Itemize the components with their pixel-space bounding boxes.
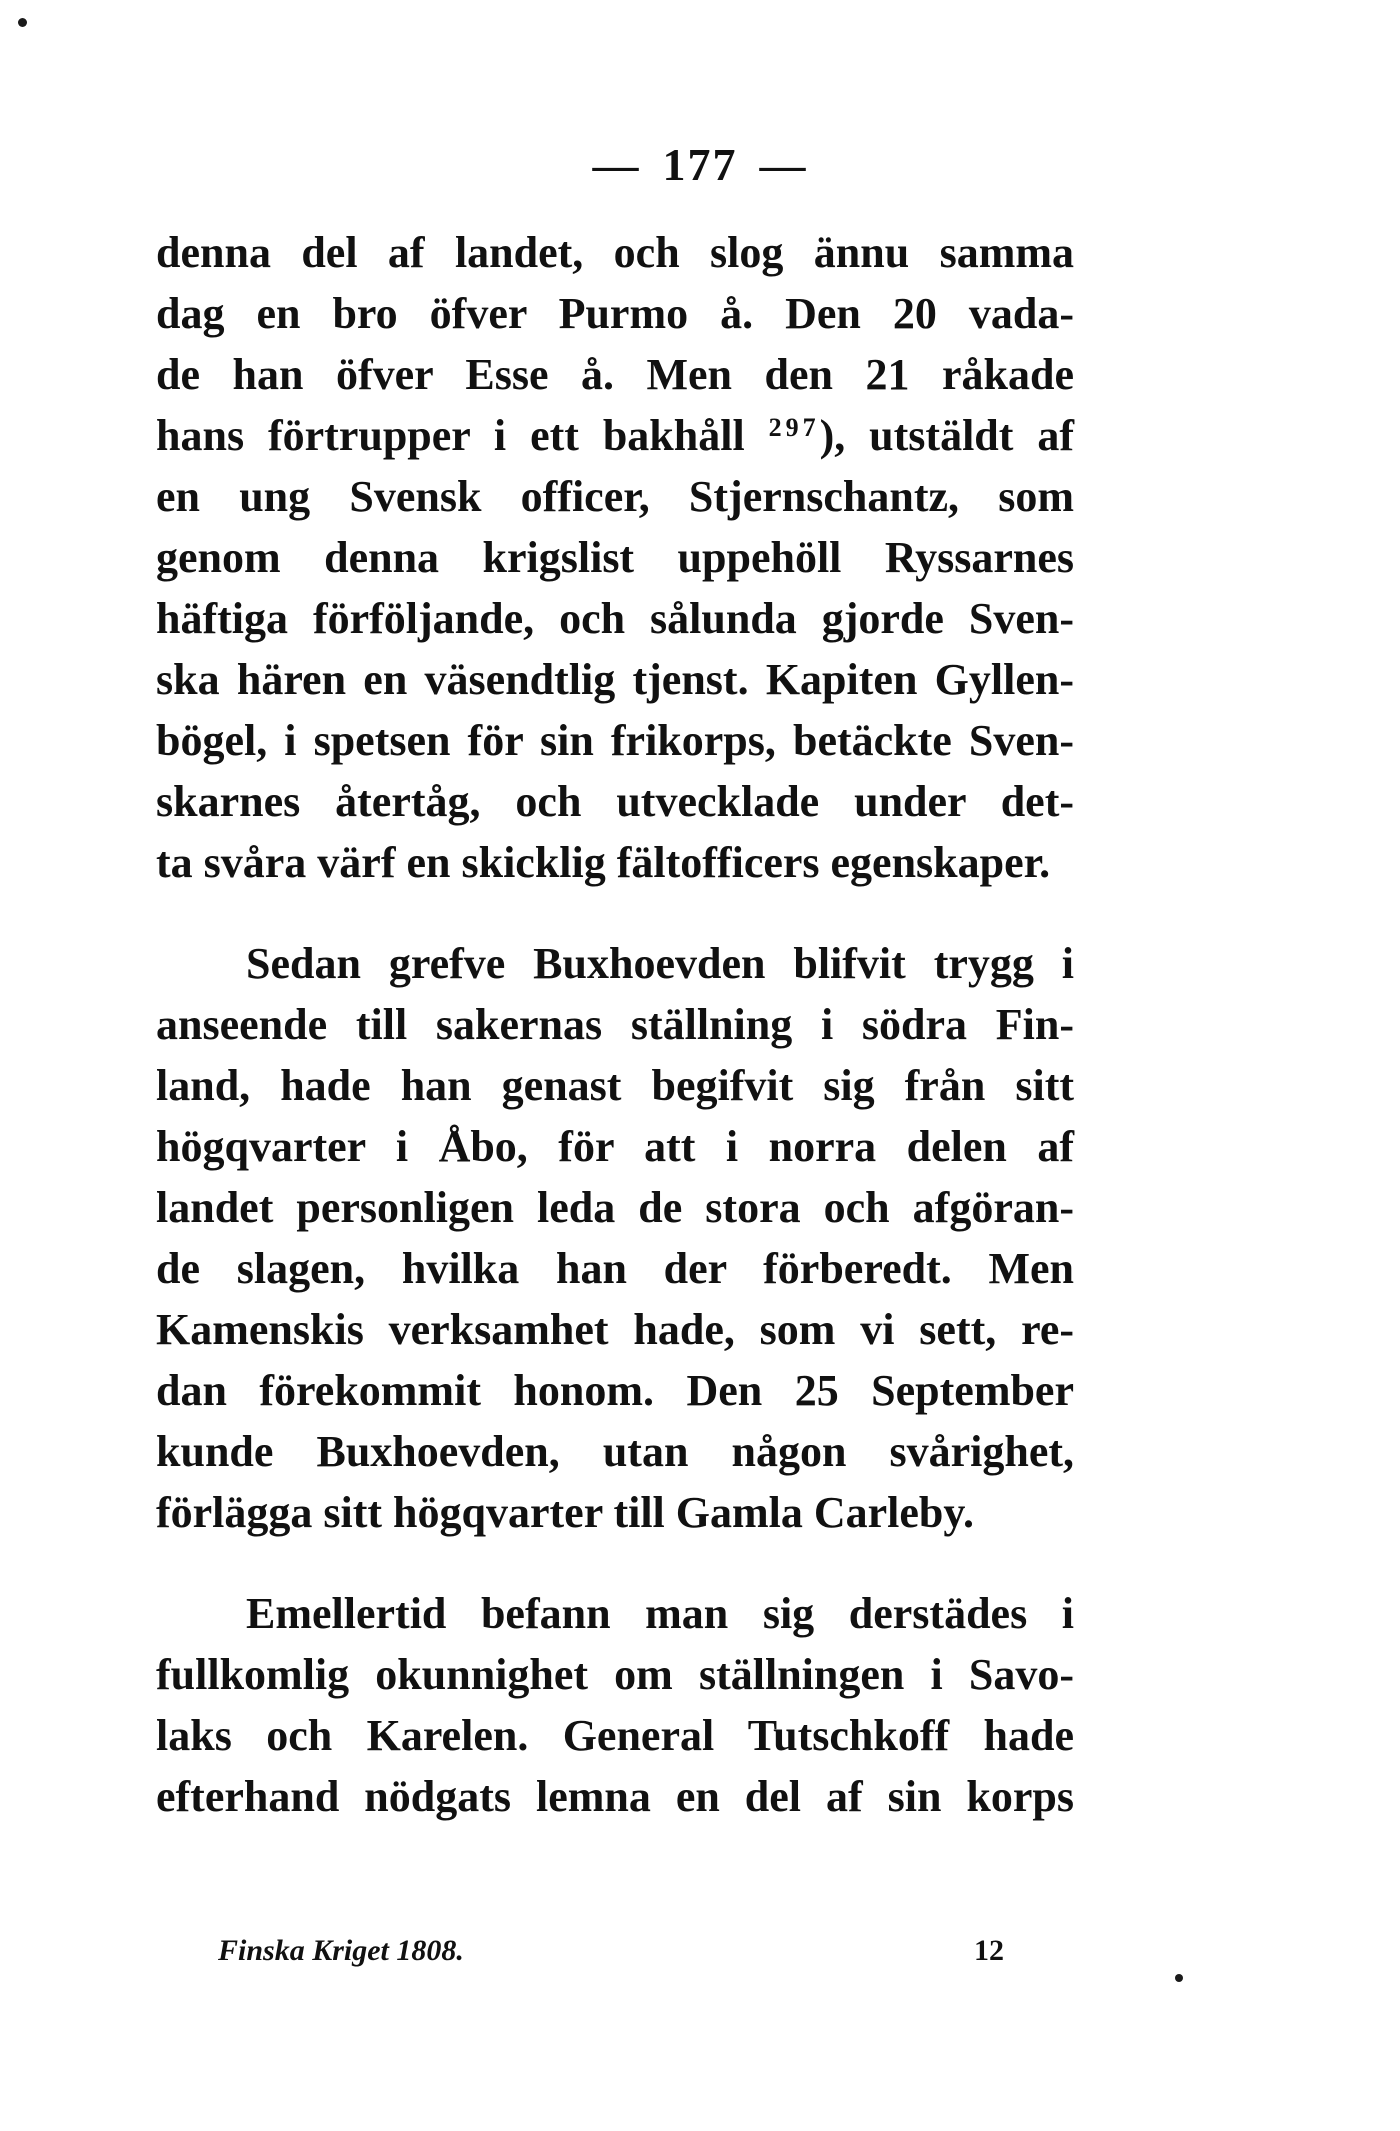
paragraph — [156, 222, 1074, 893]
header-dash-right: — — [759, 139, 808, 190]
text-line: de han öfver Esse å. Men den 21 råkade — [156, 350, 1074, 399]
text-line: fullkomlig okunnighet om ställningen i Savo- — [156, 1650, 1074, 1699]
text-line: de slagen, hvilka han der förberedt. Men — [156, 1244, 1074, 1293]
footnote-reference: 297 — [768, 413, 820, 442]
text-line: land, hade han genast begifvit sig från sitt — [156, 1061, 1074, 1110]
page-number: 177 — [662, 139, 738, 190]
text-line: Kamenskis verksamhet hade, som vi sett, re- — [156, 1305, 1074, 1354]
paragraph — [156, 933, 1074, 1543]
body-text — [156, 222, 1074, 1827]
text-line: kunde Buxhoevden, utan någon svårighet, — [156, 1427, 1074, 1476]
text-line: skarnes återtåg, och utvecklade under det- — [156, 777, 1074, 826]
text-line: Emellertid befann man sig derstädes i — [246, 1589, 1074, 1638]
ink-speck — [18, 18, 27, 27]
paragraph-gap — [156, 1543, 1074, 1583]
text-line: ska hären en väsendtlig tjenst. Kapiten Gyllen- — [156, 655, 1074, 704]
text-line-with-footnote — [156, 405, 1074, 466]
text-line: dan förekommit honom. Den 25 September — [156, 1366, 1074, 1415]
paragraph-gap — [156, 893, 1074, 933]
text-line: efterhand nödgats lemna en del af sin korps — [156, 1772, 1074, 1821]
text-segment: ), utstäldt af — [819, 411, 1074, 460]
text-segment: hans förtrupper i ett bakhåll — [156, 411, 745, 460]
text-line: ta svåra värf en skicklig fältofficers egenskaper. — [156, 838, 1051, 887]
text-line: dag en bro öfver Purmo å. Den 20 vada- — [156, 289, 1074, 338]
text-line: laks och Karelen. General Tutschkoff hade — [156, 1711, 1074, 1760]
page-footer — [218, 1934, 1018, 1974]
text-line: landet personligen leda de stora och afgöran- — [156, 1183, 1074, 1232]
text-line: en ung Svensk officer, Stjernschantz, som — [156, 472, 1074, 521]
sheet-number: 12 — [974, 1934, 1004, 1967]
header-dash-left: — — [592, 139, 641, 190]
text-line: denna del af landet, och slog ännu samma — [156, 228, 1074, 277]
paragraph — [156, 1583, 1074, 1827]
text-line: bögel, i spetsen för sin frikorps, betäckte Sven- — [156, 716, 1074, 765]
text-line: genom denna krigslist uppehöll Ryssarnes — [156, 533, 1074, 582]
text-line: förlägga sitt högqvarter till Gamla Carleby. — [156, 1488, 974, 1537]
text-line: häftiga förföljande, och sålunda gjorde Sven- — [156, 594, 1074, 643]
ink-speck — [1175, 1974, 1183, 1982]
signature-mark: Finska Kriget 1808. — [218, 1934, 464, 1967]
text-line: anseende till sakernas ställning i södra Fin- — [156, 1000, 1074, 1049]
text-line: högqvarter i Åbo, för att i norra delen af — [156, 1122, 1074, 1171]
page-header — [0, 138, 1400, 191]
text-line: Sedan grefve Buxhoevden blifvit trygg i — [246, 939, 1074, 988]
